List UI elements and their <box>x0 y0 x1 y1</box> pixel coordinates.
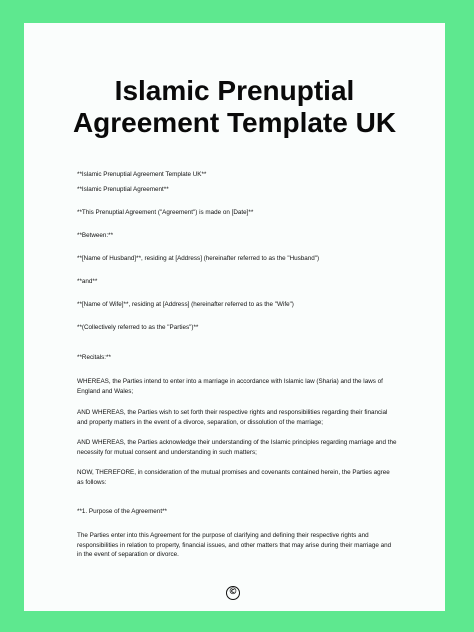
paragraph-subheading: **Islamic Prenuptial Agreement** <box>77 186 169 193</box>
paragraph-section-1-heading: **1. Purpose of the Agreement** <box>77 508 167 515</box>
paragraph-therefore: NOW, THEREFORE, in consideration of the mutual promises and covenants contained herein, the Parties agree as follows: <box>77 469 390 486</box>
paragraph-made-on: **This Prenuptial Agreement ("Agreement") is made on [Date]** <box>77 209 254 216</box>
document-page <box>24 23 445 611</box>
paragraph-heading: **Islamic Prenuptial Agreement Template UK** <box>77 171 207 178</box>
paragraph-and: **and** <box>77 278 98 285</box>
paragraph-between: **Between:** <box>77 232 114 239</box>
title-line-1: Islamic Prenuptial <box>114 75 355 106</box>
paragraph-whereas-2: AND WHEREAS, the Parties wish to set forth their respective rights and responsibilities regarding their financial and property matters in the event of a divorce, separation, or dissolution of the marriage; <box>77 409 388 426</box>
paragraph-husband: **[Name of Husband]**, residing at [Address] (hereinafter referred to as the "Husband") <box>77 255 320 262</box>
copyright-icon: © <box>226 586 240 600</box>
paragraph-section-1-body: The Parties enter into this Agreement for the purpose of clarifying and defining their respective rights and responsibilities in relation to property, financial issues, and other matters that may arise during their marriage and in the event of separation or divorce. <box>77 532 392 558</box>
paragraph-whereas-1: WHEREAS, the Parties intend to enter into a marriage in accordance with Islamic law (Sharia) and the laws of England and Wales; <box>77 378 383 395</box>
paragraph-whereas-3: AND WHEREAS, the Parties acknowledge their understanding of the Islamic principles regarding marriage and the necessity for mutual consent and understanding in such matters; <box>77 439 397 456</box>
paragraph-collectively: **(Collectively referred to as the "Parties")** <box>77 324 199 331</box>
document-title <box>24 75 445 139</box>
paragraph-wife: **[Name of Wife]**, residing at [Address] (hereinafter referred to as the "Wife") <box>77 301 294 308</box>
title-line-2: Agreement Template UK <box>72 107 397 138</box>
paragraph-recitals: **Recitals:** <box>77 354 111 361</box>
